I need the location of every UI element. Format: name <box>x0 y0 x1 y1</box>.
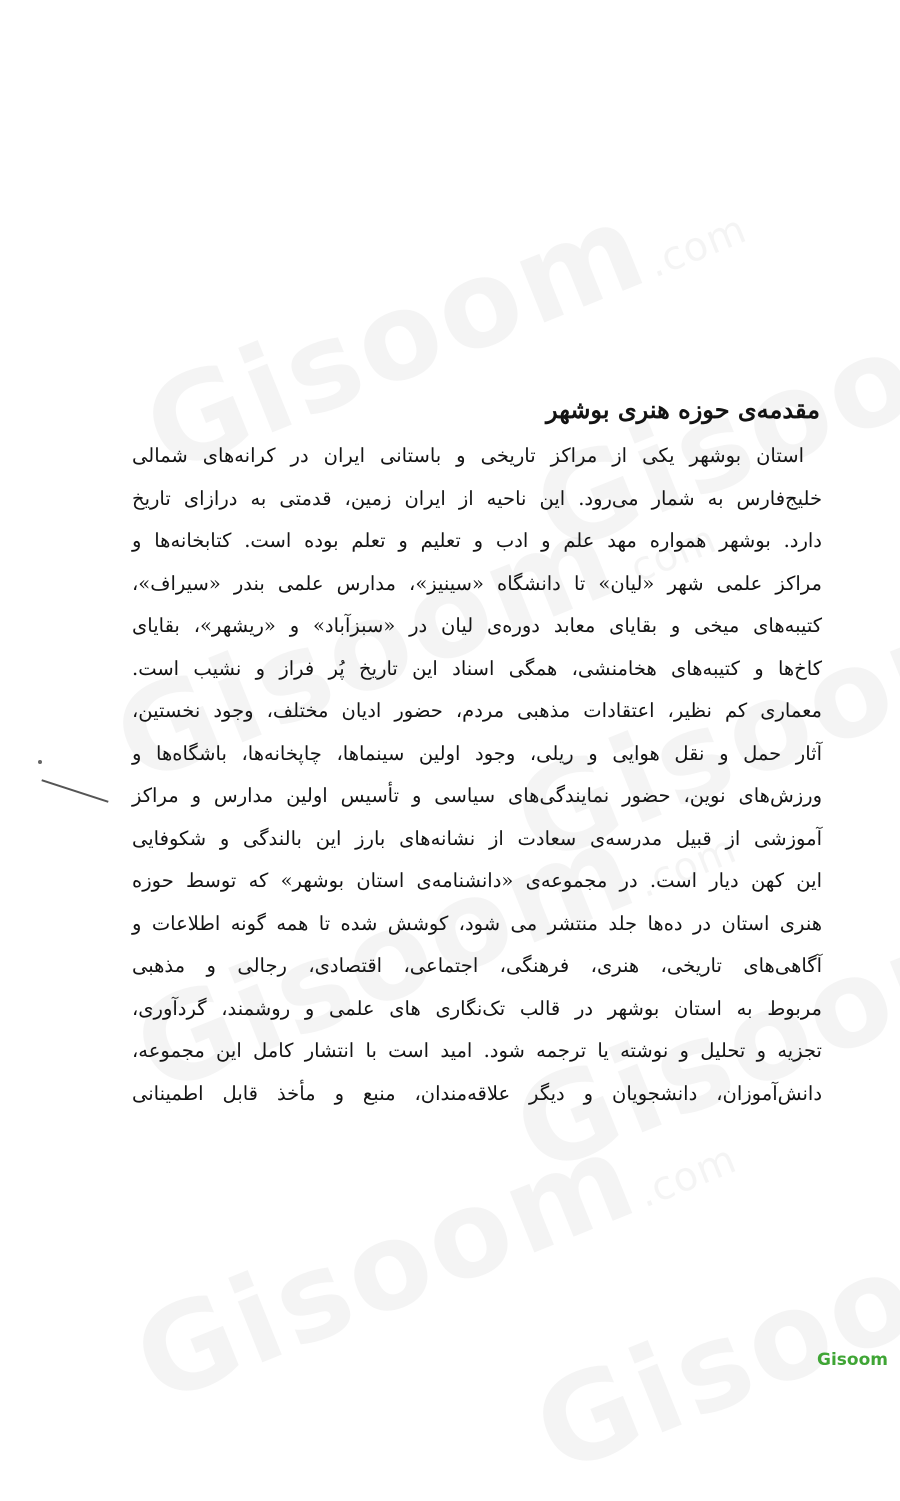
logo-text: Gisoom <box>817 1350 888 1370</box>
section-title: مقدمه‌ی حوزه هنری بوشهر <box>546 395 820 424</box>
text-line: تجزیه و تحلیل و نوشته یا ترجمه شود. امید است با انتشار کامل این مجموعه، <box>132 1039 822 1062</box>
text-line: آموزشی از قبیل مدرسه‌ی سعادت از نشانه‌های بارز این بالندگی و شکوفایی <box>132 826 822 850</box>
text-line: هنری استان در ده‌ها جلد منتشر می شود، کوشش شده تا همه گونه اطلاعات و <box>132 911 822 935</box>
text-line: مراکز علمی شهر «لیان» تا دانشگاه «سینیز»، مدارس علمی بندر «سیراف»، <box>132 571 822 595</box>
watermark <box>117 1068 751 1432</box>
watermark-brand <box>517 1176 900 1501</box>
scan-artifact <box>38 760 42 764</box>
text-line: آگاهی‌های تاریخی، هنری، فرهنگی، اجتماعی، اقتصادی، رجالی و مذهبی <box>132 954 822 977</box>
text-line: استان بوشهر یکی از مراکز تاریخی و باستانی ایران در کرانه‌های شمالی <box>132 444 804 467</box>
text-line: آثار حمل و نقل هوایی و ریلی، وجود اولین سینماها، چاپخانه‌ها، باشگاه‌ها و <box>132 741 822 765</box>
watermark <box>517 1138 900 1501</box>
text-line: کتیبه‌های میخی و بقایای معابد دوره‌ی لیان در «سبزآباد» و «ریشهر»، بقایای <box>132 614 822 637</box>
footer-logo <box>817 1350 888 1370</box>
text-line: معماری کم نظیر، اعتقادات مذهبی مردم، حضور ادیان مختلف، وجود نخستین، <box>132 699 822 722</box>
body-paragraph <box>132 435 822 1115</box>
text-line: دارد. بوشهر همواره مهد علم و ادب و تعلیم و تعلم بوده است. کتابخانه‌ها و <box>132 529 822 552</box>
text-line: ورزش‌های نوین، حضور نمایندگی‌های سیاسی و تأسیس اولین مدارس و مراکز <box>132 784 822 807</box>
watermark-brand <box>117 1106 656 1432</box>
text-line: خلیج‌فارس به شمار می‌رود. این ناحیه از ایران زمین، قدمتی به درازای تاریخ <box>132 486 822 510</box>
text-line: مربوط به استان بوشهر در قالب تک‌نگاری های علمی و روشمند، گردآوری، <box>132 996 822 1020</box>
text-line: این کهن دیار است. در مجموعه‌ی «دانشنامه‌ی استان بوشهر» که توسط حوزه <box>132 869 822 892</box>
watermark-suffix <box>631 1136 743 1217</box>
text-line: دانش‌آموزان، دانشجویان و دیگر علاقه‌مندان، منبع و مأخذ قابل اطمینانی <box>132 1081 822 1105</box>
watermark-suffix <box>641 206 753 287</box>
text-line: کاخ‌ها و کتیبه‌های هخامنشی، همگی اسناد این تاریخ پُر فراز و نشیب است. <box>132 656 822 680</box>
scan-artifact <box>41 779 108 803</box>
